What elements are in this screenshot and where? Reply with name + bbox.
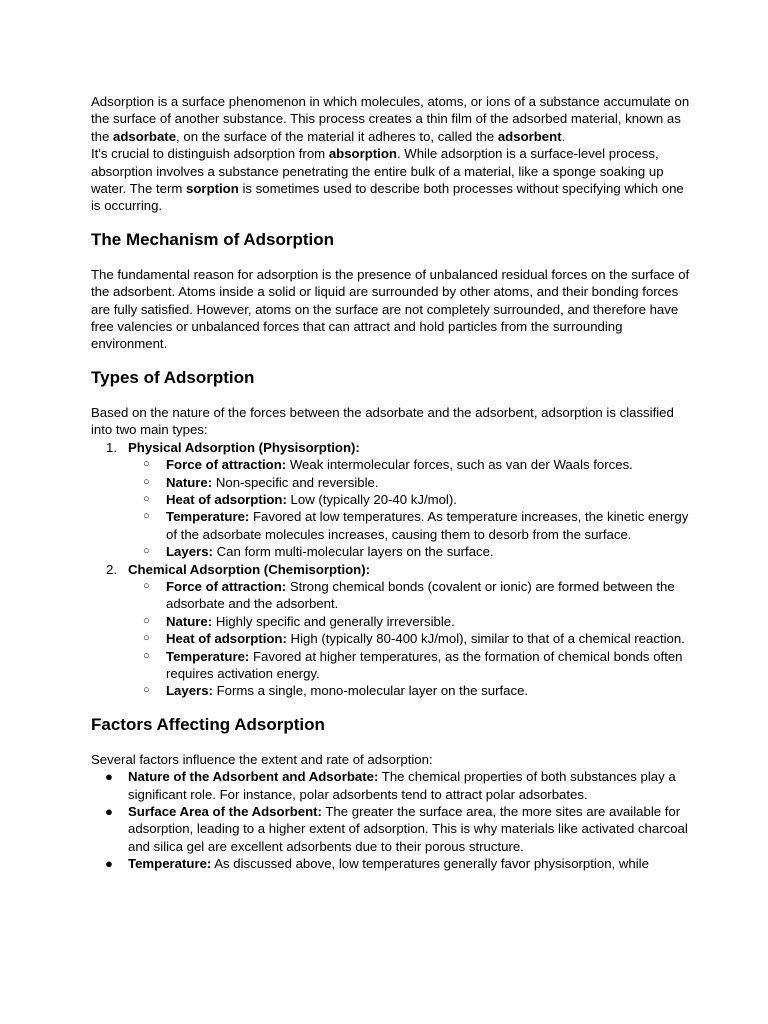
list-item: ● Nature of the Adsorbent and Adsorbate: The chemical properties of both substances play a significant role. For instance, polar adsorbents tend to attract polar adsorbates. bbox=[105, 769, 676, 802]
sublist-item: ○ Layers: Can form multi-molecular layers on the surface. bbox=[143, 544, 494, 560]
types-intro: Based on the nature of the forces between the adsorbate and the adsorbent, adsorption is classified into two main types: bbox=[91, 404, 674, 438]
bullet-icon: ● bbox=[105, 856, 113, 872]
list-item-title: Chemical Adsorption (Chemisorption): bbox=[128, 561, 371, 577]
circle-bullet-icon: ○ bbox=[143, 632, 150, 645]
term-sorption: sorption bbox=[186, 181, 239, 197]
list-item: 1. Physical Adsorption (Physisorption): ○ Force of attraction: Weak intermolecular forces, such as van der Waals forces. ○ Nature: Non-specific and reversible. ○ Heat of adsorption: Low (typically 20-40 kJ/mol). ○ Temperature: Favored at low temperatures. As temperature increases, the kinetic energy of the adsorbate molecules increases, causing them to desorb from the surface. ○ Layers: Can form multi-molecular layers on the surface. bbox=[91, 439, 691, 561]
intro-paragraph-2: It's crucial to distinguish adsorption from absorption. While adsorption is a surface-level process, absorption involves a substance penetrating the entire bulk of a material, like a sponge soaking up water. The term sorption is sometimes used to describe both processes without specifying which one is occurring. bbox=[91, 146, 684, 214]
sublist-item: ○ Nature: Highly specific and generally irreversible. bbox=[143, 613, 455, 629]
heading-mechanism: The Mechanism of Adsorption bbox=[91, 229, 335, 249]
circle-bullet-icon: ○ bbox=[143, 545, 150, 558]
list-item-title: Physical Adsorption (Physisorption): bbox=[128, 439, 360, 455]
heading-types: Types of Adsorption bbox=[91, 367, 255, 387]
circle-bullet-icon: ○ bbox=[143, 684, 150, 697]
list-item: ● Surface Area of the Adsorbent: The greater the surface area, the more sites are available for adsorption, leading to a higher extent of adsorption. This is why materials like activated charcoal and silica gel are excellent adsorbents due to their porous structure. bbox=[105, 804, 688, 854]
circle-bullet-icon: ○ bbox=[143, 492, 150, 505]
circle-bullet-icon: ○ bbox=[143, 614, 150, 627]
factors-list bbox=[91, 768, 691, 872]
term-adsorbate: adsorbate bbox=[113, 128, 177, 144]
mechanism-paragraph: The fundamental reason for adsorption is the presence of unbalanced residual forces on the surface of the adsorbent. Atoms inside a solid or liquid are surrounded by other atoms, and their bonding forces are fully satisfied. However, atoms on the surface are not completely surrounded, and therefore have free valencies or unbalanced forces that can attract and hold particles from the surrounding environment. bbox=[91, 266, 690, 352]
circle-bullet-icon: ○ bbox=[143, 579, 150, 592]
sublist-item: ○ Force of attraction: Weak intermolecular forces, such as van der Waals forces. bbox=[143, 457, 633, 473]
circle-bullet-icon: ○ bbox=[143, 458, 150, 471]
sublist-item: ○ Layers: Forms a single, mono-molecular layer on the surface. bbox=[143, 683, 529, 699]
list-item: ● Temperature: As discussed above, low temperatures generally favor physisorption, while bbox=[105, 856, 649, 872]
sublist bbox=[128, 456, 691, 560]
types-list bbox=[91, 439, 691, 700]
bullet-icon: ● bbox=[105, 769, 113, 785]
sublist-item: ○ Heat of adsorption: Low (typically 20-40 kJ/mol). bbox=[143, 491, 457, 507]
factors-intro: Several factors influence the extent and rate of adsorption: bbox=[91, 751, 433, 767]
term-absorption: absorption bbox=[328, 146, 397, 162]
sublist-item: ○ Heat of adsorption: High (typically 80-400 kJ/mol), similar to that of a chemical reaction. bbox=[143, 631, 685, 647]
sublist-item: ○ Nature: Non-specific and reversible. bbox=[143, 474, 379, 490]
sublist bbox=[128, 578, 691, 700]
intro-paragraph-1: Adsorption is a surface phenomenon in which molecules, atoms, or ions of a substance accumulate on the surface of another substance. This process creates a thin film of the adsorbed material, known as the adsorbate, on the surface of the material it adheres to, called the adsorbent. bbox=[91, 94, 690, 144]
document-body bbox=[91, 93, 691, 873]
sublist-item: ○ Temperature: Favored at higher temperatures, as the formation of chemical bonds often requires activation energy. bbox=[143, 648, 683, 681]
term-adsorbent: adsorbent bbox=[497, 128, 562, 144]
circle-bullet-icon: ○ bbox=[143, 649, 150, 662]
heading-factors: Factors Affecting Adsorption bbox=[91, 714, 325, 734]
bullet-icon: ● bbox=[105, 804, 113, 819]
sublist-item: ○ Temperature: Favored at low temperatures. As temperature increases, the kinetic energy of the adsorbate molecules increases, causing them to desorb from the surface. bbox=[143, 509, 689, 542]
circle-bullet-icon: ○ bbox=[143, 510, 150, 523]
circle-bullet-icon: ○ bbox=[143, 475, 150, 488]
sublist-item: ○ Force of attraction: Strong chemical bonds (covalent or ionic) are formed between the adsorbate and the adsorbent. bbox=[143, 578, 675, 612]
list-item: 2. Chemical Adsorption (Chemisorption): ○ Force of attraction: Strong chemical bonds (covalent or ionic) are formed between the adsorbate and the adsorbent. ○ Nature: Highly specific and generally irreversible. ○ Heat of adsorption: High (typically 80-400 kJ/mol), similar to that of a chemical reaction. ○ Temperature: Favored at higher temperatures, as the formation of chemical bonds often requires activation energy. ○ Layers: Forms a single, mono-molecular layer on the surface. bbox=[91, 561, 691, 700]
